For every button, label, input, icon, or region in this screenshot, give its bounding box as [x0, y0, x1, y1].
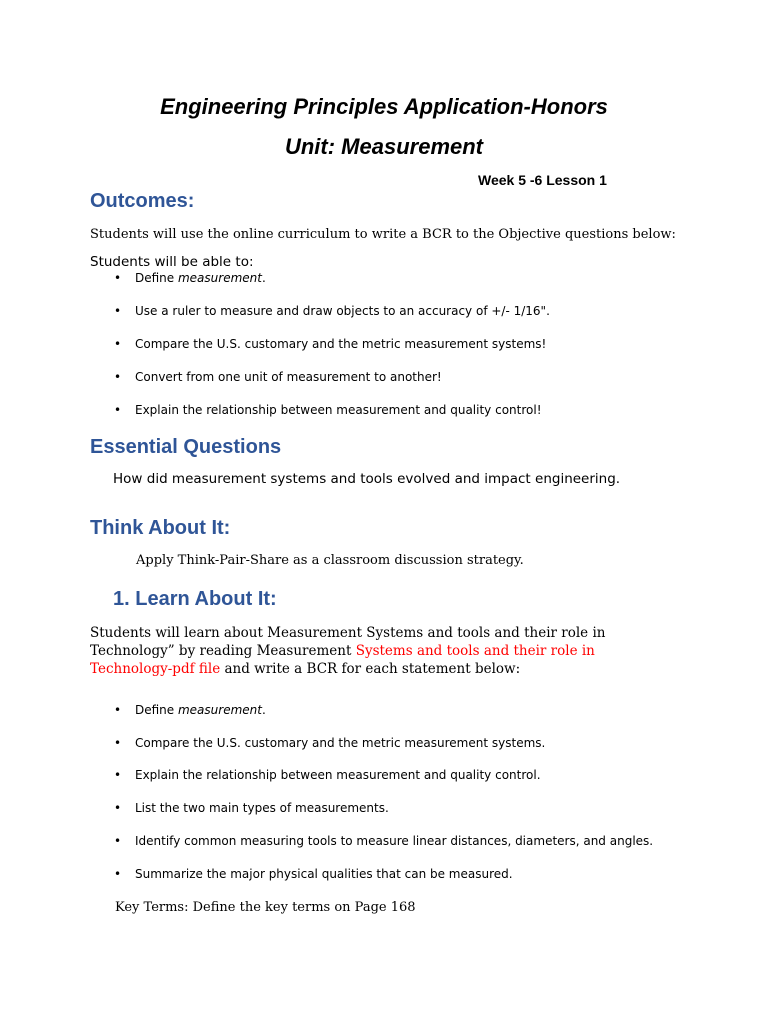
essential-heading: Essential Questions [90, 436, 282, 458]
key-terms: Key Terms: Define the key terms on Page 168 [115, 900, 416, 915]
bullet-text: Explain the relationship between measurement and quality control! [135, 403, 542, 417]
bullet-icon: • [114, 768, 122, 782]
bullet-text: Convert from one unit of measurement to another! [135, 370, 442, 384]
document-title: Engineering Principles Application-Honors [160, 94, 608, 119]
bullet-text: Summarize the major physical qualities that can be measured. [135, 867, 513, 881]
bullet-icon: • [114, 304, 122, 318]
bullet-text: Explain the relationship between measurement and quality control. [135, 768, 541, 782]
able-to-label: Students will be able to: [90, 254, 254, 270]
outcomes-heading: Outcomes: [90, 190, 195, 212]
bullet-text: Define measurement. [135, 271, 266, 285]
learn-heading: 1. Learn About It: [113, 588, 277, 610]
pdf-file-link[interactable]: Systems and tools and their role in Technology-pdf file [90, 643, 595, 677]
bullet-icon: • [114, 403, 122, 417]
unit-title: Unit: Measurement [284, 134, 484, 159]
bullet-text: List the two main types of measurements. [135, 801, 389, 815]
bullet-icon: • [114, 736, 122, 750]
bullet-text: Compare the U.S. customary and the metric measurement systems. [135, 736, 546, 750]
outcomes-intro: Students will use the online curriculum to write a BCR to the Objective questions below: [90, 227, 676, 242]
think-heading: Think About It: [90, 517, 231, 539]
bullet-icon: • [114, 370, 122, 384]
bullet-text: Use a ruler to measure and draw objects to an accuracy of +/- 1/16". [135, 304, 550, 318]
bullet-icon: • [114, 834, 122, 848]
bullet-text: Identify common measuring tools to measure linear distances, diameters, and angles. [135, 834, 654, 848]
essential-question: How did measurement systems and tools evolved and impact engineering. [113, 471, 621, 487]
learn-paragraph: Students will learn about Measurement Systems and tools and their role in Technology” by reading Measurement Systems and tools and their role in Technology-pdf file and write a BCR for each statement below: [90, 625, 606, 677]
bullet-icon: • [114, 703, 122, 717]
bullet-icon: • [114, 271, 122, 285]
bullet-text: Define measurement. [135, 703, 266, 717]
bullet-icon: • [114, 867, 122, 881]
bullet-text: Compare the U.S. customary and the metric measurement systems! [135, 337, 547, 351]
think-text: Apply Think-Pair-Share as a classroom discussion strategy. [136, 553, 524, 568]
bullet-icon: • [114, 801, 122, 815]
week-label: Week 5 -6 Lesson 1 [478, 172, 607, 188]
bullet-icon: • [114, 337, 122, 351]
